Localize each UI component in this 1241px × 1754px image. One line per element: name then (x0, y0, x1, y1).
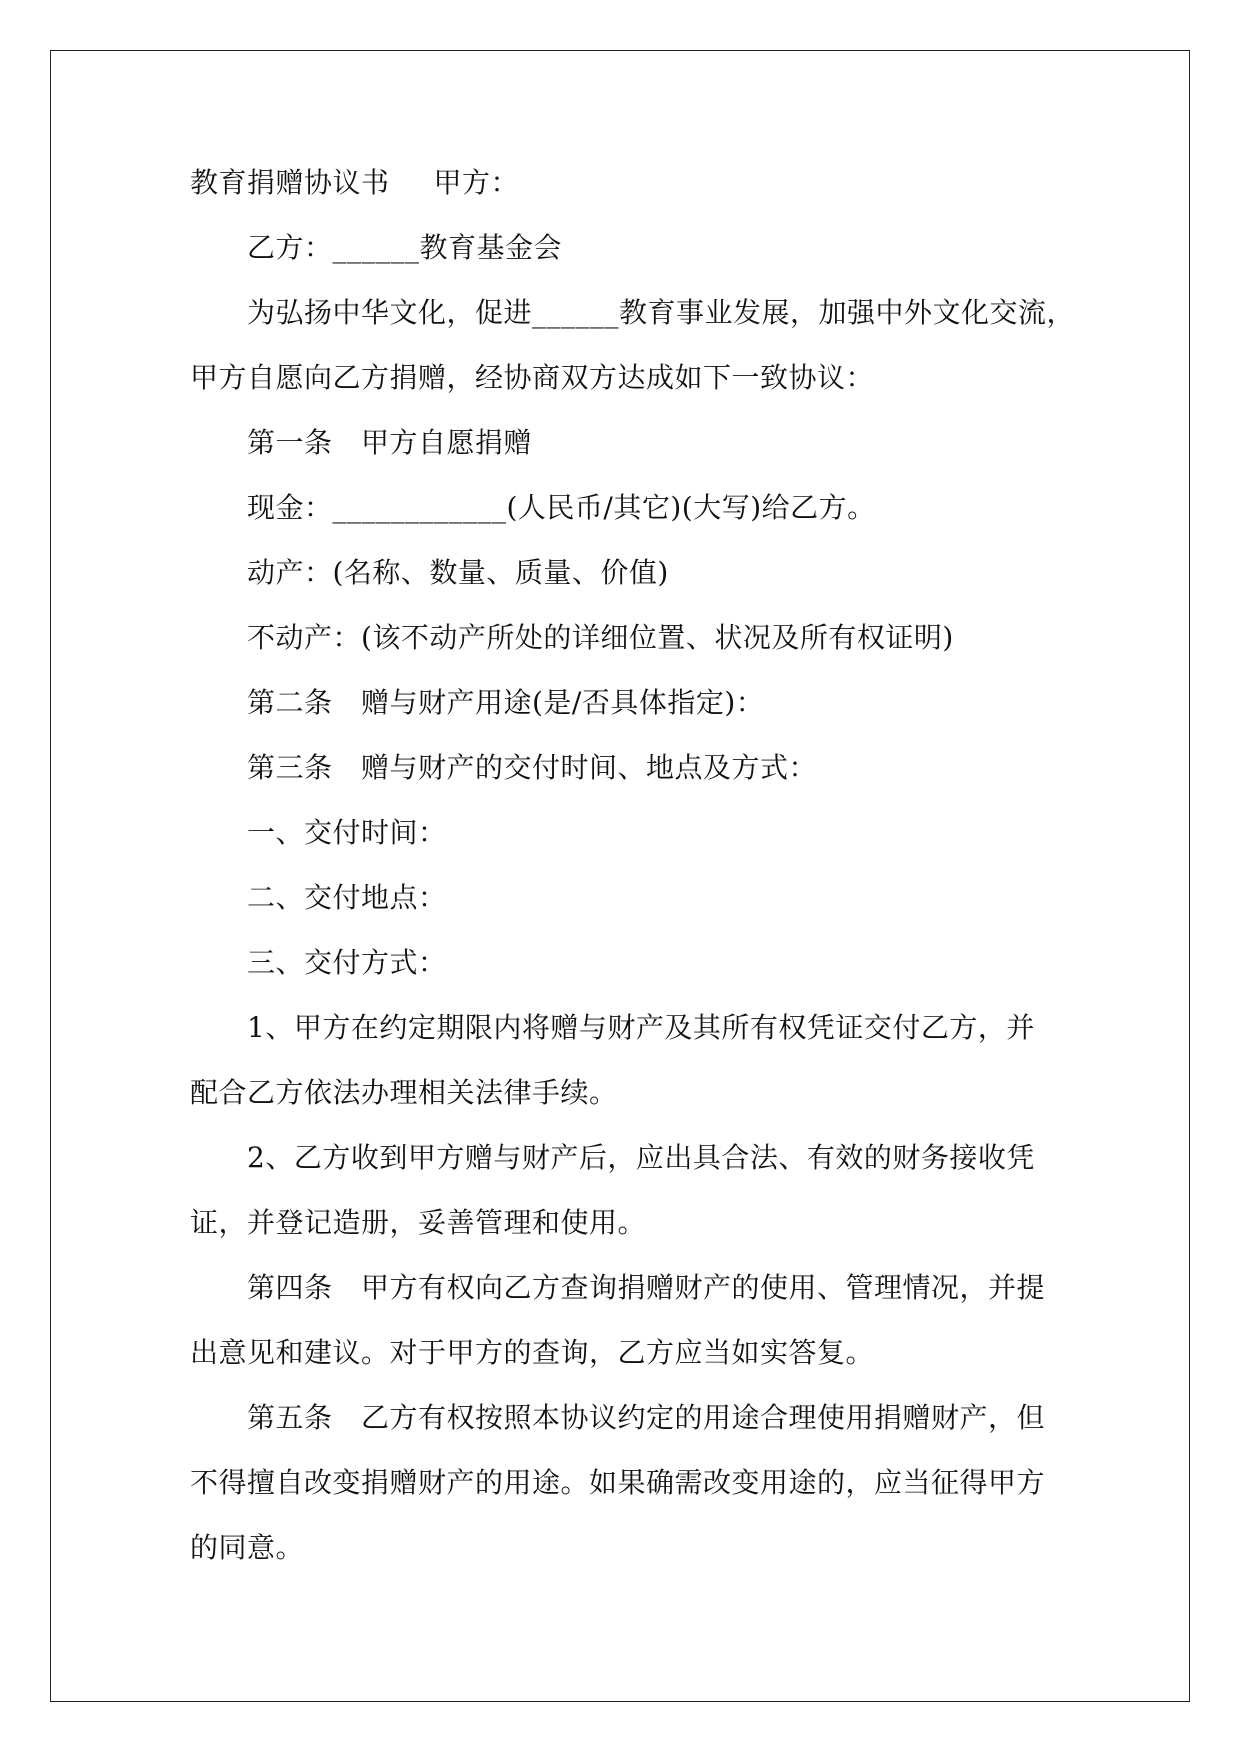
article-5-line-3: 的同意。 (190, 1531, 305, 1564)
article-2: 第二条 赠与财产用途(是/否具体指定)： (247, 686, 765, 719)
delivery-place: 二、交付地点： (247, 881, 447, 914)
delivery-time: 一、交付时间： (247, 816, 447, 849)
document-title: 教育捐赠协议书 (190, 166, 390, 199)
title-line (190, 158, 1050, 223)
item-2-line-2: 证，并登记造册，妥善管理和使用。 (190, 1206, 647, 1239)
preamble-line-1: 为弘扬中华文化，促进______教育事业发展，加强中外文化交流， (247, 296, 1076, 329)
party-a-label: 甲方： (433, 166, 520, 199)
cash-line: 现金：____________(人民币/其它)(大写)给乙方。 (247, 491, 876, 524)
party-b-line: 乙方：______教育基金会 (247, 231, 563, 264)
article-1-title: 第一条 甲方自愿捐赠 (247, 426, 533, 459)
item-1-line-1: 1、甲方在约定期限内将赠与财产及其所有权凭证交付乙方，并 (247, 1011, 1035, 1044)
article-4-line-1: 第四条 甲方有权向乙方查询捐赠财产的使用、管理情况，并提 (247, 1271, 1046, 1304)
item-1-line-2: 配合乙方依法办理相关法律手续。 (190, 1076, 618, 1109)
preamble-line-2: 甲方自愿向乙方捐赠，经协商双方达成如下一致协议： (190, 361, 875, 394)
article-4-line-2: 出意见和建议。对于甲方的查询，乙方应当如实答复。 (190, 1336, 875, 1369)
document-body (190, 158, 1076, 1588)
movable-line: 动产：(名称、数量、质量、价值) (247, 556, 669, 589)
article-5-line-1: 第五条 乙方有权按照本协议约定的用途合理使用捐赠财产，但 (247, 1401, 1046, 1434)
article-3: 第三条 赠与财产的交付时间、地点及方式： (247, 751, 818, 784)
article-5-line-2: 不得擅自改变捐赠财产的用途。如果确需改变用途的，应当征得甲方 (190, 1466, 1046, 1499)
delivery-method: 三、交付方式： (247, 946, 447, 979)
immovable-line: 不动产：(该不动产所处的详细位置、状况及所有权证明) (247, 621, 954, 654)
item-2-line-1: 2、乙方收到甲方赠与财产后，应出具合法、有效的财务接收凭 (247, 1141, 1035, 1174)
